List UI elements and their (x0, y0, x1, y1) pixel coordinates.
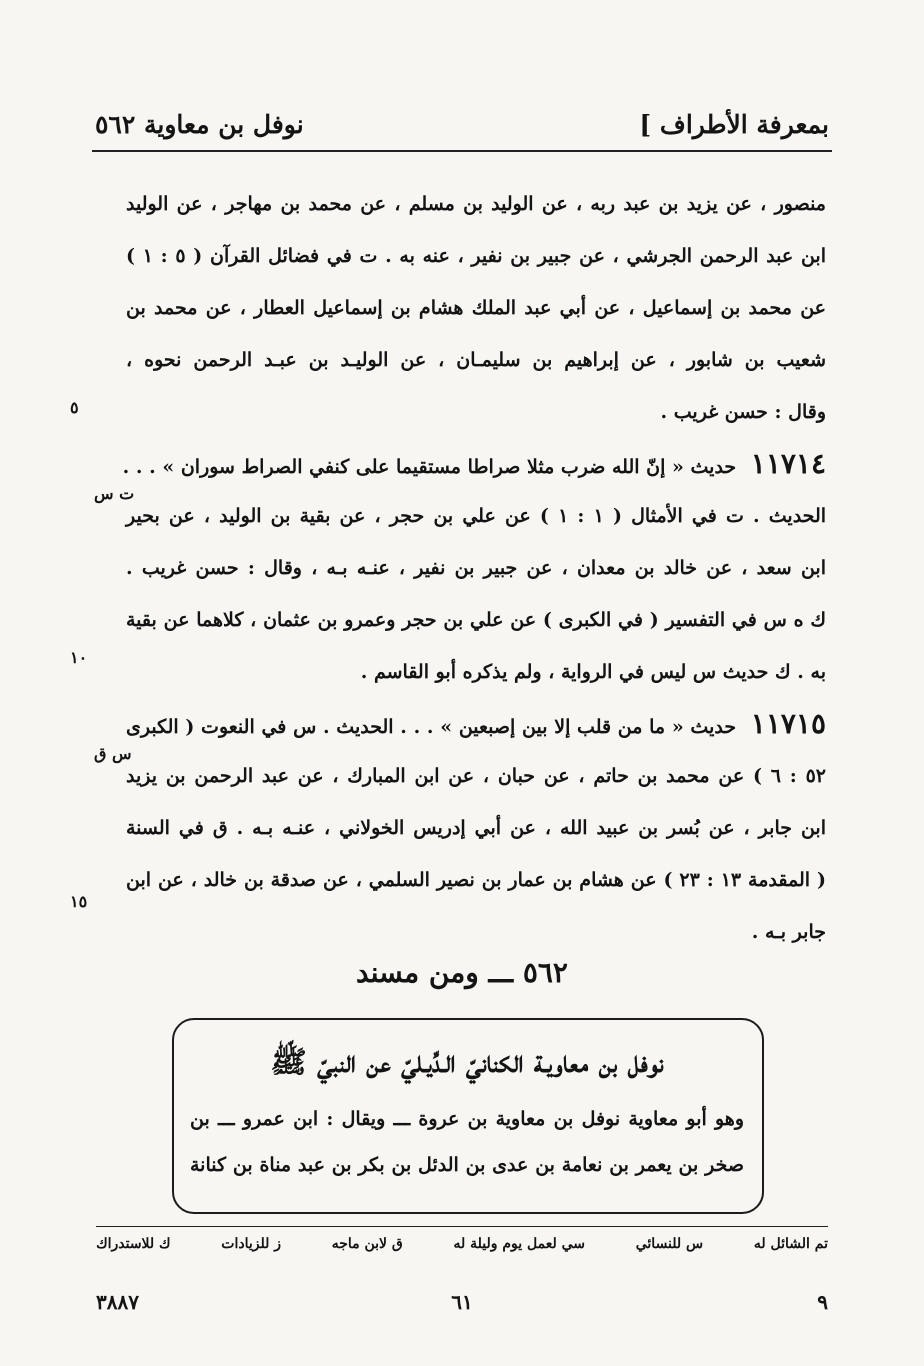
hadith-number: ١١٧١٤ (750, 447, 826, 480)
text-line: شعيب بن شابور ، عن إبراهيم بن سليمـان ، عن الوليـد بن عبـد الرحمن نحوه ، (126, 349, 826, 371)
text-line: عن محمد بن إسماعيل ، عن أبي عبد الملك هشام بن إسماعيل العطار ، عن محمد بن (126, 297, 826, 319)
text-line: ابن سعد ، عن خالد بن معدان ، عن جبير بن نفير ، عنـه بـه ، وقال : حسن غريب . (126, 557, 826, 579)
text-line: جابر بـه . (751, 921, 826, 943)
hadith-text: حديث « إنّ الله ضرب مثلا صراطا مستقيما على كنفي الصراط سوران » . . . (122, 456, 737, 478)
main-text (94, 178, 827, 958)
legend-item: س للنسائي (635, 1236, 704, 1252)
marginal-sigla: س ق (94, 744, 132, 763)
volume-number: ٩ (817, 1290, 828, 1314)
page-number: ٦١ (451, 1290, 473, 1314)
hadith-text: ٥٢ : ٦ ) عن محمد بن حاتم ، عن حبان ، عن ابن المبارك ، عن عبد الرحمن بن يزيد (126, 765, 826, 787)
text-line: منصور ، عن يزيد بن عبد ربه ، عن الوليد بن مسلم ، عن محمد بن مهاجر ، عن الوليد (126, 193, 826, 215)
line-number: ١٠ (70, 648, 88, 667)
text-line: ابن عبد الرحمن الجرشي ، عن جبير بن نفير ، عنه به . ت في فضائل القرآن ( ٥ : ١ ) (126, 245, 826, 267)
text-line (94, 744, 826, 802)
musnad-name: نوفل بن معاويـة الكنانيّ الـدِّيـليّ عن النبيّ ﷺ (270, 1045, 664, 1080)
legend-item: ز للزيادات (221, 1236, 282, 1252)
musnad-lineage: وهو أبو معاوية نوفل بن معاوية بن عروة ـــ ويقال : ابن عمرو ـــ بن (190, 1108, 744, 1130)
sigla-legend (96, 1236, 828, 1266)
marginal-sigla: ت س (94, 484, 135, 503)
text-line: وقال : حسن غريب . (660, 401, 826, 423)
musnad-lineage: صخر بن يعمر بن نعامة بن عدى بن الدئل بن بكر بن عبد مناة بن كنانة (190, 1154, 744, 1176)
hadith-line (122, 438, 826, 490)
text-line (94, 484, 827, 542)
text-line: ك ه س في التفسير ( في الكبرى ) عن علي بن حجر وعمرو بن عثمان ، كلاهما عن بقية (126, 609, 826, 631)
musnad-heading: ٥٦٢ ـــ ومن مسند (356, 956, 568, 989)
page-footer (96, 1290, 828, 1320)
footer-rule (96, 1226, 828, 1227)
header-book-title: بمعرفة الأطراف ] (639, 110, 829, 139)
legend-item: ك للاستدراك (96, 1236, 171, 1252)
legend-item: تم الشائل له (753, 1236, 828, 1252)
hadith-text: حديث « ما من قلب إلا بين إصبعين » . . . الحديث . س في النعوت ( الكبرى (126, 716, 737, 738)
header-rule (92, 150, 832, 152)
text-line: ابن جابر ، عن بُسر بن عبيد الله ، عن أبي إدريس الخولاني ، عنـه بـه . ق في السنة (126, 817, 826, 839)
text-line: ( المقدمة ١٣ : ٢٣ ) عن هشام بن عمار بن نصير السلمي ، عن صدقة بن خالد ، عن ابن (126, 869, 826, 891)
legend-item: ق لابن ماجه (331, 1236, 403, 1252)
line-number: ١٥ (70, 892, 88, 911)
header-musnad-title: نوفل بن معاوية ٥٦٢ (95, 110, 304, 139)
hadith-number: ١١٧١٥ (750, 707, 826, 740)
line-number: ٥ (70, 398, 79, 417)
musnad-box (172, 1018, 764, 1214)
running-header (95, 100, 829, 146)
text-line: به . ك حديث س ليس في الرواية ، ولم يذكره أبو القاسم . (360, 661, 826, 683)
hadith-count: ٣٨٨٧ (96, 1290, 139, 1314)
legend-item: سي لعمل يوم وليلة له (453, 1236, 586, 1252)
hadith-text: الحديث . ت في الأمثال ( ١ : ١ ) عن علي بن حجر ، عن بقية بن الوليد ، عن بحير (126, 505, 827, 527)
hadith-line (126, 698, 826, 750)
